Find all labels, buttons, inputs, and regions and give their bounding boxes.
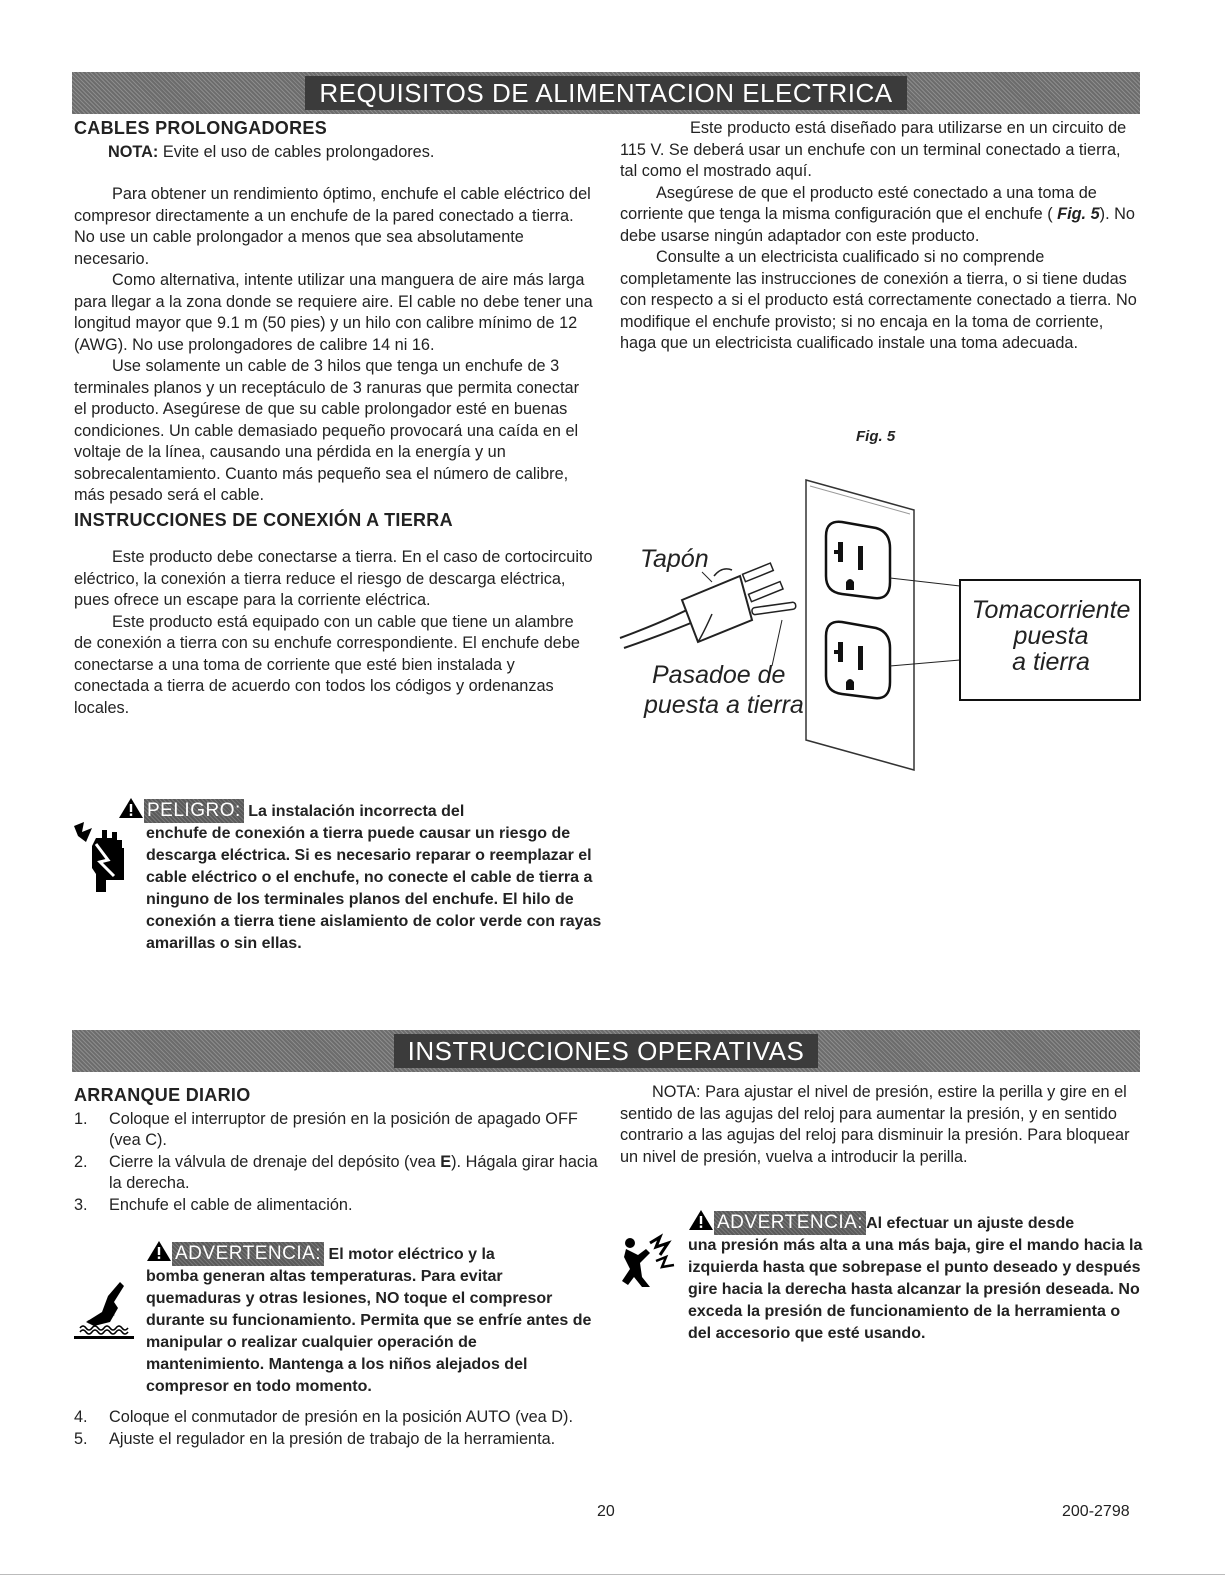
figure-caption: Fig. 5 [856, 428, 896, 445]
step-text: Coloque el conmutador de presión en la posición AUTO (vea D). [109, 1408, 573, 1426]
step-number: 4. [74, 1408, 88, 1426]
section-banner-electrical [72, 72, 1140, 114]
note-label: NOTA: [108, 142, 159, 161]
step-ref: E [440, 1152, 452, 1171]
startup-steps-list [74, 1109, 599, 1217]
danger-lead: La instalación incorrecta del [243, 803, 465, 820]
danger-warning-lead-line [118, 797, 616, 823]
section-banner-title: REQUISITOS DE ALIMENTACION ELECTRICA [305, 76, 906, 110]
ground-pin-label-line: Pasadoe de [652, 661, 786, 689]
outlet-label-line: Tomacorriente [971, 596, 1131, 624]
ground-pin-label-line: puesta a tierra [644, 691, 804, 719]
heading-daily-startup: ARRANQUE DIARIO [74, 1085, 251, 1105]
hot-surface-icon [74, 1282, 134, 1340]
warning-lead: El motor eléctrico y la [324, 1246, 495, 1263]
paragraph-text: Asegúrese de que el producto esté conectado a una toma de corriente que tenga la misma configuración que el enchufe ( [620, 183, 1097, 223]
paragraph: Consulte a un electricista cualificado si no comprende completamente las instrucciones de conexión a tierra, o si tiene dudas con respecto a si el producto está correctamente conectado a tierra. No modifique el enchufe provisto; si no encaja en la toma de corriente, haga que un electricista cualificado instale una toma adecuada. [620, 248, 1137, 352]
paragraph [620, 183, 1140, 248]
step-text: Ajuste el regulador en la presión de trabajo de la herramienta. [109, 1429, 556, 1448]
heading-grounding: INSTRUCCIONES DE CONEXIÓN A TIERRA [74, 509, 453, 530]
step-text: Coloque el interruptor de presión en la posición de apagado OFF (vea C). [109, 1109, 578, 1149]
step-text: ). Hágala girar hacia la derecha. [109, 1152, 598, 1192]
page-number: 20 [597, 1503, 615, 1520]
step-text: Enchufe el cable de alimentación. [109, 1195, 353, 1214]
warning-triangle-icon [118, 797, 144, 819]
shock-hazard-icon [72, 818, 134, 892]
extension-cord-note [74, 142, 594, 164]
pressure-adjust-warning [688, 1209, 1143, 1345]
outlet-label-line: a tierra [1012, 648, 1090, 676]
warning-badge: ADVERTENCIA: [714, 1211, 866, 1235]
section-banner-title: INSTRUCCIONES OPERATIVAS [394, 1034, 819, 1068]
step-number: 1. [74, 1109, 88, 1128]
warning-body: bomba generan altas temperaturas. Para evitar quemaduras y otras lesiones, NO toque el compresor durante su funcionamiento. Permita que se enfríe antes de manipular o realizar cualquier operación de mantenimiento. Mantenga a los niños alejados del compresor en todo momento. [146, 1268, 592, 1395]
list-item [74, 1109, 599, 1152]
step-number: 2. [74, 1152, 88, 1171]
step-number: 3. [74, 1195, 88, 1214]
note-text: Evite el uso de cables prolongadores. [158, 142, 435, 161]
right-column-electrical [620, 118, 1140, 355]
hot-surface-warning [146, 1240, 596, 1398]
paragraph: Use solamente un cable de 3 hilos que tenga un enchufe de 3 terminales planos y un receptáculo de 3 ranuras que permita conectar el producto. Asegúrese de que su cable prolongador esté en buenas condiciones. Un cable demasiado pequeño provocará una caída en el voltaje de la línea, causando una pérdida en la energía y un sobrecalentamiento. Cuanto más pequeño sea el número de calibre, más pesado será el cable. [74, 357, 580, 504]
warning-lead-line [146, 1240, 596, 1266]
injury-hazard-icon [616, 1233, 678, 1289]
paragraph-text: ). No debe usarse ningún adaptador con este producto. [620, 205, 1135, 245]
list-item [74, 1195, 599, 1217]
warning-body: una presión más alta a una más baja, gire el mando hacia la izquierda hasta que sobrepase el punto deseado y después gire hacia la derecha hasta alcanzar la presión deseada. No exceda la presión de funcionamiento de la herramienta o del accesorio que esté usando. [688, 1237, 1143, 1342]
bottom-rule [0, 1574, 1225, 1575]
list-item [74, 1152, 599, 1195]
warning-lead-line [688, 1209, 1143, 1235]
left-column-operating-continued [74, 1407, 599, 1450]
right-column-operating [620, 1082, 1140, 1168]
paragraph: Este producto está equipado con un cable que tiene un alambre de conexión a tierra con su enchufe correspondiente. El enchufe debe conectarse a una toma de corriente que esté bien instalada y conectada a tierra de acuerdo con todos los códigos y ordenanzas locales. [74, 612, 580, 717]
paragraph: Para obtener un rendimiento óptimo, enchufe el cable eléctrico del compresor directamente a un enchufe de la pared conectado a tierra. No use un cable prolongador a menos que sea absolutamente necesario. [74, 185, 591, 268]
document-number: 200-2798 [1062, 1503, 1130, 1520]
heading-extension-cords: CABLES PROLONGADORES [74, 118, 328, 138]
ground-pin-label [644, 660, 804, 720]
pressure-note: NOTA: Para ajustar el nivel de presión, estire la perilla y gire en el sentido de las agujas del reloj para aumentar la presión, y en sentido contrario a las agujas del reloj para disminuir la presión. Para bloquear un nivel de presión, vuelva a introducir la perilla. [620, 1083, 1130, 1166]
paragraph: Como alternativa, intente utilizar una manguera de aire más larga para llegar a la zona donde se requiere aire. El cable no debe tener una longitud mayor que 9.1 m (50 pies) y un hilo con calibre mínimo de 12 (AWG). No use prolongadores de calibre 14 ni 16. [74, 271, 593, 354]
step-text: Cierre la válvula de drenaje del depósito (vea [109, 1152, 441, 1171]
warning-badge: ADVERTENCIA: [172, 1242, 324, 1266]
paragraph: Este producto debe conectarse a tierra. En el caso de cortocircuito eléctrico, la conexión a tierra reduce el riesgo de descarga eléctrica, pues ofrece un escape para la corriente eléctrica. [74, 548, 593, 609]
danger-badge: PELIGRO: [144, 799, 244, 823]
warning-triangle-icon [688, 1209, 714, 1231]
section-banner-operating [72, 1030, 1140, 1072]
list-item [74, 1407, 599, 1429]
danger-body: enchufe de conexión a tierra puede causar un riesgo de descarga eléctrica. Si es necesario reparar o reemplazar el cable eléctrico o el enchufe, no conecte el cable de tierra a ninguno de los terminales planos del enchufe. El hilo de conexión a tierra tiene aislamiento de color verde con rayas amarillas o sin ellas. [146, 825, 602, 952]
left-column-electrical [74, 118, 594, 719]
step-number: 5. [74, 1429, 88, 1448]
paragraph: Este producto está diseñado para utilizarse en un circuito de 115 V. Se deberá usar un enchufe con un terminal conectado a tierra, tal como el mostrado aquí. [620, 119, 1127, 180]
outlet-label-line: puesta [1013, 622, 1089, 650]
danger-warning [146, 797, 616, 955]
left-column-operating [74, 1085, 599, 1216]
figure-reference: Fig. 5 [1057, 205, 1100, 223]
warning-triangle-icon [146, 1240, 172, 1262]
outlet-label [962, 597, 1140, 675]
plug-label: Tapón [640, 545, 709, 573]
warning-lead: Al efectuar un ajuste desde [866, 1215, 1075, 1232]
list-item [74, 1429, 599, 1451]
startup-steps-list-continued [74, 1407, 599, 1450]
